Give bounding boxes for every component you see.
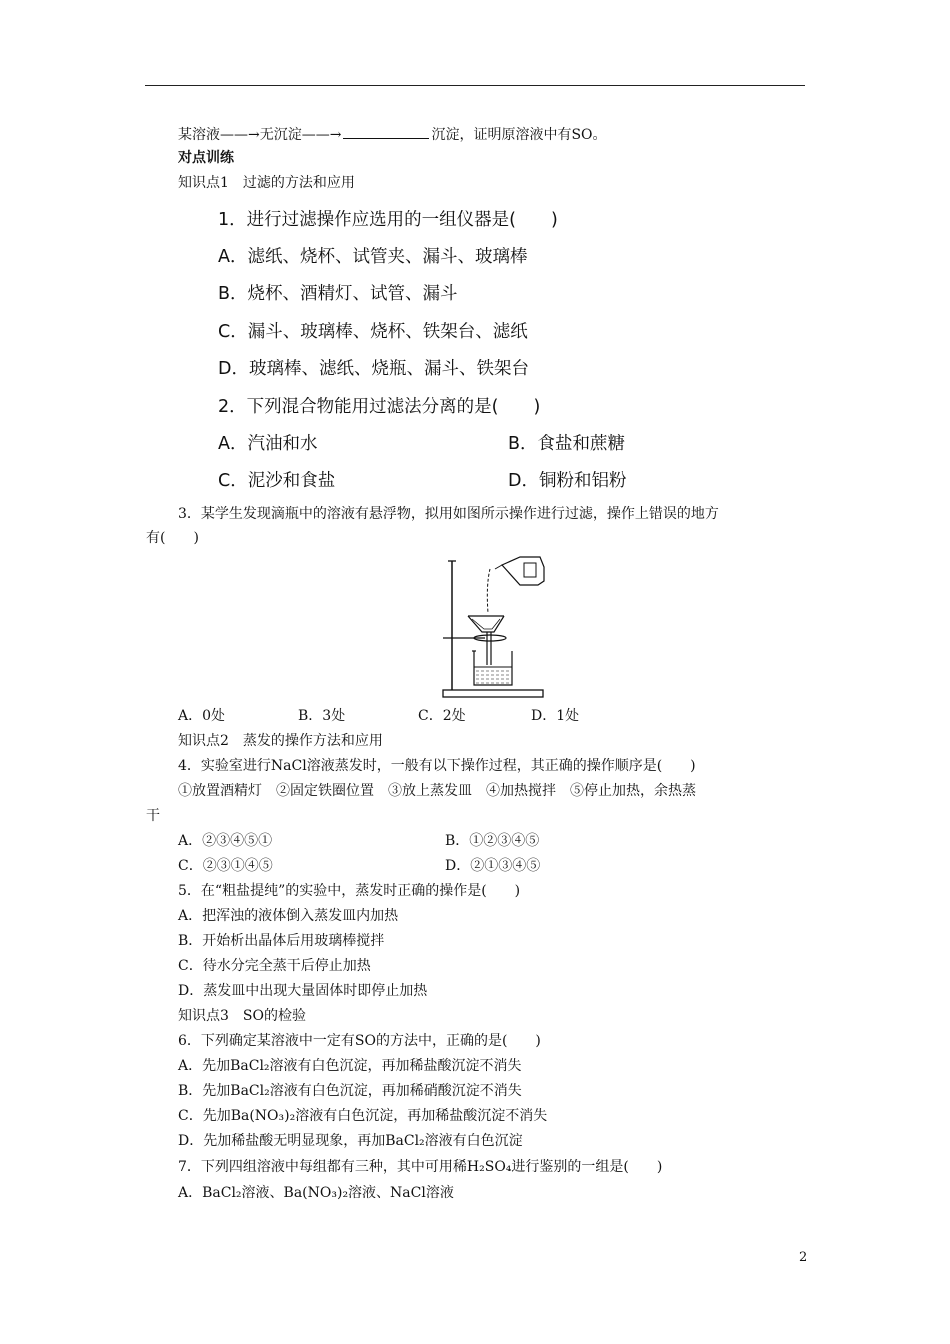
knowledge-point-1: 知识点1 过滤的方法和应用	[178, 175, 355, 191]
q1-option-b: B．烧杯、酒精灯、试管、漏斗	[218, 284, 458, 304]
q3-option-b: B．3处	[298, 708, 346, 724]
q4-stem: 4．实验室进行NaCl溶液蒸发时，一般有以下操作过程，其正确的操作顺序是( )	[178, 758, 696, 774]
q6-option-a: A．先加BaCl₂溶液有白色沉淀，再加稀盐酸沉淀不消失	[178, 1058, 522, 1074]
q6-stem: 6．下列确定某溶液中一定有SO的方法中，正确的是( )	[178, 1033, 541, 1049]
q2-option-b: B．食盐和蔗糖	[508, 434, 626, 454]
intro-text-a: 某溶液	[178, 127, 220, 143]
q2-option-d: D．铜粉和铝粉	[508, 471, 627, 491]
q4-steps-line2: 干	[146, 808, 160, 824]
q1-option-d: D．玻璃棒、滤纸、烧瓶、漏斗、铁架台	[218, 359, 529, 379]
q3-stem-line2: 有( )	[146, 530, 199, 546]
header-rule	[145, 85, 805, 86]
q5-option-c: C．待水分完全蒸干后停止加热	[178, 958, 371, 974]
q3-option-a: A．0处	[178, 708, 226, 724]
q3-stem-line1: 3．某学生发现滴瓶中的溶液有悬浮物，拟用如图所示操作进行过滤，操作上错误的地方	[178, 506, 719, 522]
knowledge-point-2: 知识点2 蒸发的操作方法和应用	[178, 733, 383, 749]
q4-steps-line1: ①放置酒精灯 ②固定铁圈位置 ③放上蒸发皿 ④加热搅拌 ⑤停止加热，余热蒸	[178, 783, 696, 799]
q2-stem: 2．下列混合物能用过滤法分离的是( )	[218, 397, 541, 417]
q1-stem: 1．进行过滤操作应选用的一组仪器是( )	[218, 210, 558, 230]
q4-option-a: A．②③④⑤①	[178, 833, 273, 849]
q4-option-d: D．②①③④⑤	[445, 858, 541, 874]
q5-option-b: B．开始析出晶体后用玻璃棒搅拌	[178, 933, 385, 949]
section-title: 对点训练	[178, 150, 234, 166]
q2-option-a: A．汽油和水	[218, 434, 318, 454]
q7-option-a: A．BaCl₂溶液、Ba(NO₃)₂溶液、NaCl溶液	[178, 1185, 454, 1201]
q3-option-c: C．2处	[418, 708, 466, 724]
q5-option-d: D．蒸发皿中出现大量固体时即停止加热	[178, 983, 428, 999]
q6-option-b: B．先加BaCl₂溶液有白色沉淀，再加稀硝酸沉淀不消失	[178, 1083, 522, 1099]
q4-option-c: C．②③①④⑤	[178, 858, 273, 874]
intro-line	[178, 124, 607, 144]
q7-stem: 7．下列四组溶液中每组都有三种，其中可用稀H₂SO₄进行鉴别的一组是( )	[178, 1159, 663, 1175]
q3-option-d: D．1处	[531, 708, 580, 724]
q4-option-b: B．①②③④⑤	[445, 833, 540, 849]
answer-blank	[343, 124, 429, 139]
filtration-apparatus-figure	[440, 555, 550, 700]
q6-option-c: C．先加Ba(NO₃)₂溶液有白色沉淀，再加稀盐酸沉淀不消失	[178, 1108, 548, 1124]
page-number: 2	[799, 1250, 808, 1265]
knowledge-point-3: 知识点3 SO的检验	[178, 1008, 306, 1024]
q5-stem: 5．在“粗盐提纯”的实验中，蒸发时正确的操作是( )	[178, 883, 521, 899]
q1-option-a: A．滤纸、烧杯、试管夹、漏斗、玻璃棒	[218, 247, 528, 267]
q5-option-a: A．把浑浊的液体倒入蒸发皿内加热	[178, 908, 399, 924]
q2-option-c: C．泥沙和食盐	[218, 471, 336, 491]
intro-text-c: 沉淀，证明原溶液中有SO。	[431, 127, 607, 143]
intro-text-b: ——→无沉淀——→	[220, 127, 342, 143]
q6-option-d: D．先加稀盐酸无明显现象，再加BaCl₂溶液有白色沉淀	[178, 1133, 523, 1149]
q1-option-c: C．漏斗、玻璃棒、烧杯、铁架台、滤纸	[218, 322, 528, 342]
